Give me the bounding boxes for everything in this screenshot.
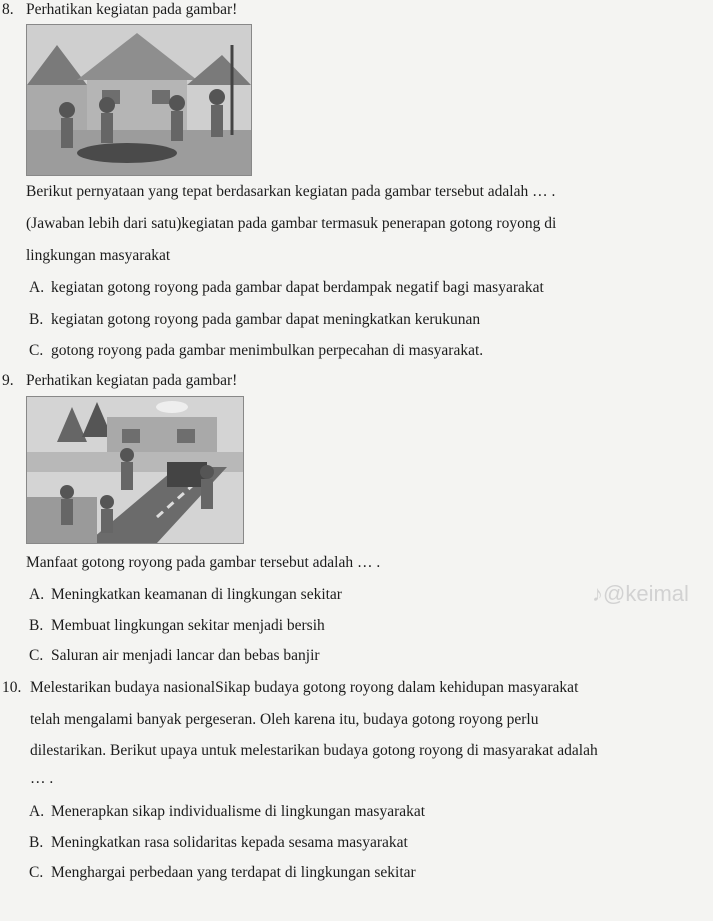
q10-line2: telah mengalami banyak pergeseran. Oleh karena itu, budaya gotong royong perlu [30, 711, 539, 728]
q10-option-b: Meningkatkan rasa solidaritas kepada sesama masyarakat [51, 834, 408, 851]
q9-option-a-letter: A. [29, 586, 45, 603]
q10-number: 10. [2, 679, 22, 696]
q9-option-a: Meningkatkan keamanan di lingkungan sekitar [51, 586, 342, 603]
q8-prompt: Berikut pernyataan yang tepat berdasarkan kegiatan pada gambar tersebut adalah … . [26, 183, 556, 200]
watermark-text: @keimal [603, 581, 689, 606]
q8-title: Perhatikan kegiatan pada gambar! [26, 1, 238, 18]
music-note-icon: ♪ [592, 581, 603, 606]
q9-option-c: Saluran air menjadi lancar dan bebas banjir [51, 647, 320, 664]
q8-option-b-letter: B. [29, 311, 44, 328]
q9-title: Perhatikan kegiatan pada gambar! [26, 372, 238, 389]
q10-line4: … . [30, 770, 54, 787]
q8-number: 8. [2, 1, 14, 18]
q10-option-b-letter: B. [29, 834, 44, 851]
watermark [592, 581, 689, 607]
q10-option-c: Menghargai perbedaan yang terdapat di lingkungan sekitar [51, 864, 416, 881]
q10-option-a: Menerapkan sikap individualisme di lingkungan masyarakat [51, 803, 426, 820]
q9-number: 9. [2, 372, 14, 389]
q8-option-a-letter: A. [29, 279, 45, 296]
q8-option-c: gotong royong pada gambar menimbulkan perpecahan di masyarakat. [51, 342, 484, 359]
q8-option-c-letter: C. [29, 342, 44, 359]
q9-option-c-letter: C. [29, 647, 44, 664]
q9-option-b-letter: B. [29, 617, 44, 634]
q9-illustration [26, 396, 244, 544]
q8-option-b: kegiatan gotong royong pada gambar dapat meningkatkan kerukunan [51, 311, 481, 328]
q10-line1: Melestarikan budaya nasionalSikap budaya gotong royong dalam kehidupan masyarakat [30, 679, 579, 696]
q8-statement-line1: (Jawaban lebih dari satu)kegiatan pada gambar termasuk penerapan gotong royong di [26, 215, 557, 232]
q9-option-b: Membuat lingkungan sekitar menjadi bersih [51, 617, 325, 634]
q8-illustration [26, 24, 252, 176]
q8-statement-line2: lingkungan masyarakat [26, 247, 171, 264]
q10-line3: dilestarikan. Berikut upaya untuk melestarikan budaya gotong royong di masyarakat adalah [30, 742, 598, 759]
q9-prompt: Manfaat gotong royong pada gambar tersebut adalah … . [26, 554, 381, 571]
q10-option-c-letter: C. [29, 864, 44, 881]
q10-option-a-letter: A. [29, 803, 45, 820]
q8-option-a: kegiatan gotong royong pada gambar dapat berdampak negatif bagi masyarakat [51, 279, 544, 296]
